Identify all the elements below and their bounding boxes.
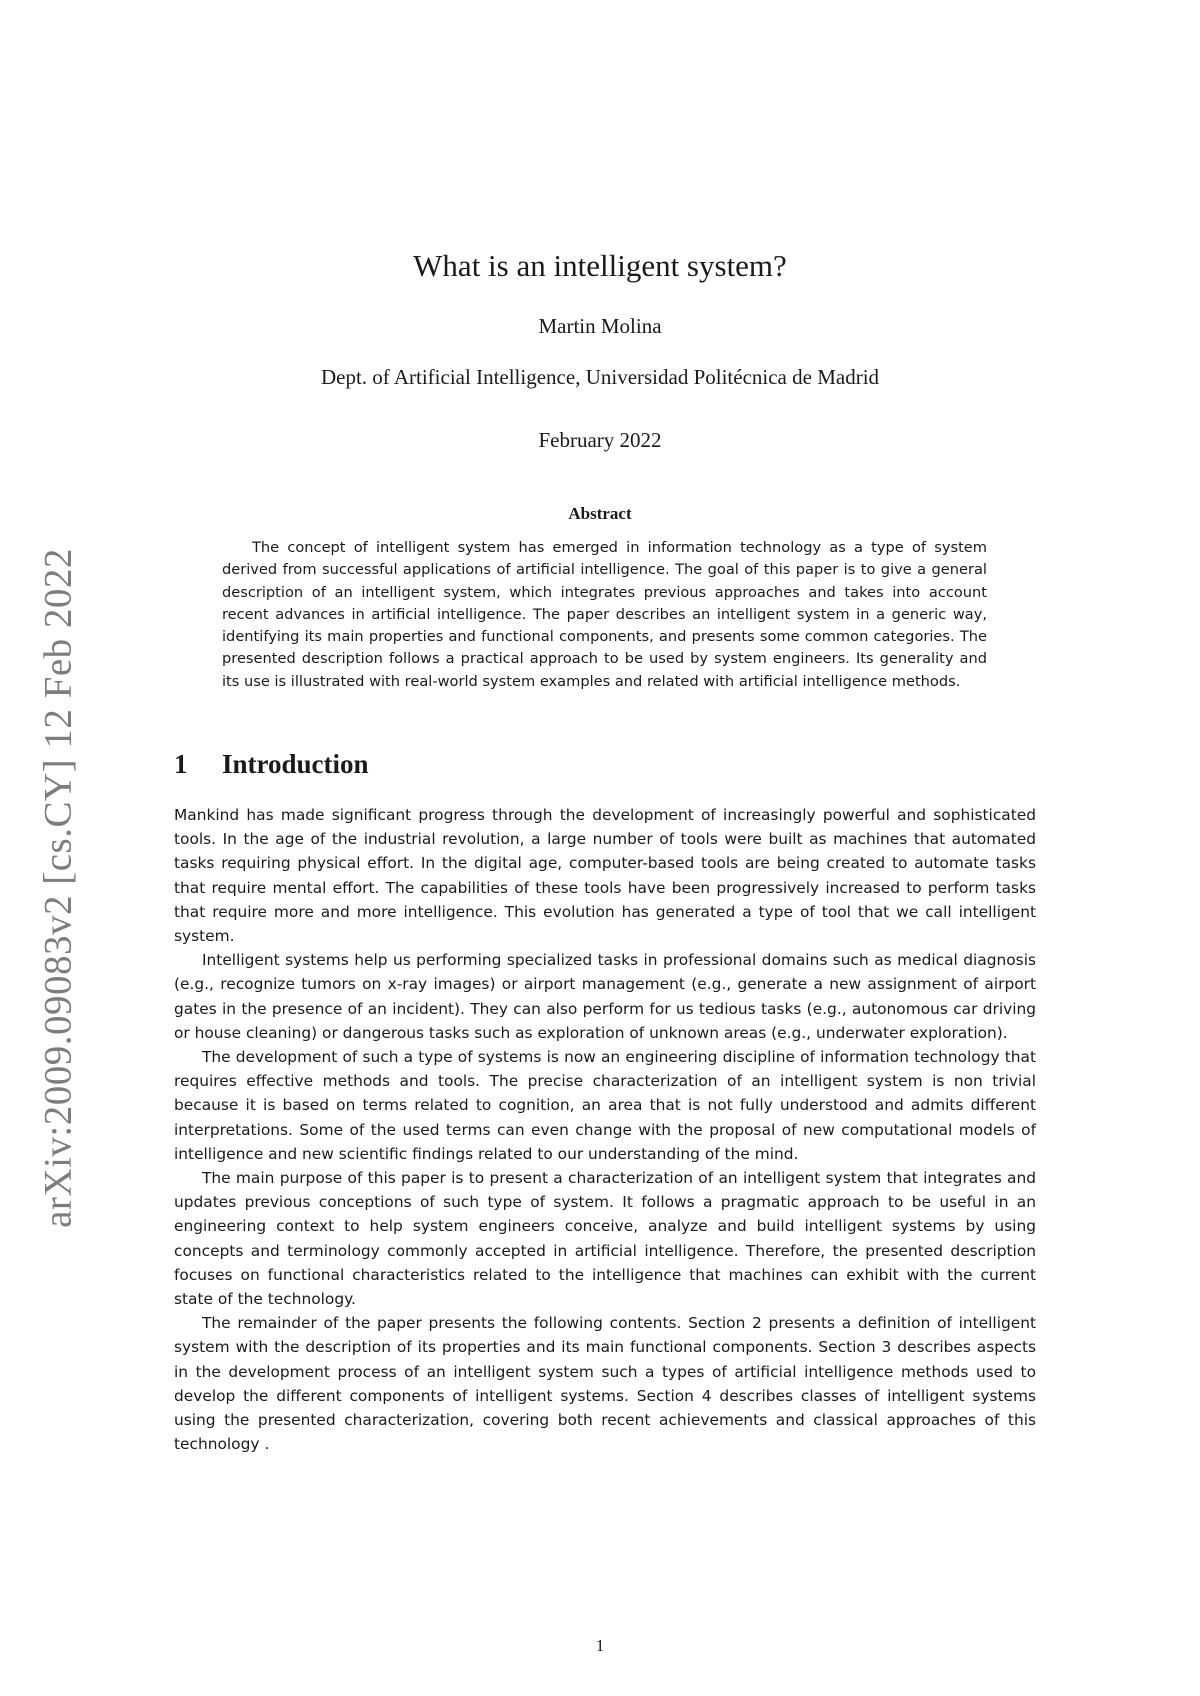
abstract-heading: Abstract xyxy=(568,504,632,523)
body-paragraph: Intelligent systems help us performing specialized tasks in professional domains such as medical diagnosis (e.g., recognize tumors on x-ray images) or airport management (e.g., generate a new assignment of airport gates in the presence of an incident). They can also perform for us tedious tasks (e.g., autonomous car driving or house cleaning) or dangerous tasks such as exploration of unknown areas (e.g., underwater exploration). xyxy=(174,951,1036,1042)
section-title: Introduction xyxy=(222,749,369,779)
page-number: 1 xyxy=(595,1636,605,1655)
author-affiliation: Dept. of Artificial Intelligence, Universidad Politécnica de Madrid xyxy=(320,365,880,389)
body-paragraph: Mankind has made significant progress through the development of increasingly powerful and sophisticated tools. In the age of the industrial revolution, a large number of tools were built as machines that automated tasks requiring physical effort. In the digital age, computer-based tools are being created to automate tasks that require mental effort. The capabilities of these tools have been progressively increased to perform tasks that require more and more intelligence. This evolution has generated a type of tool that we call intelligent system. xyxy=(174,806,1036,946)
author-name: Martin Molina xyxy=(538,314,662,338)
body-paragraph: The development of such a type of systems is now an engineering discipline of information technology that requires effective methods and tools. The precise characterization of an intelligent system is non trivial because it is based on terms related to cognition, an area that is not fully understood and admits different interpretations. Some of the used terms can even change with the proposal of new computational models of intelligence and new scientific findings related to our understanding of the mind. xyxy=(174,1048,1036,1163)
introduction-body xyxy=(174,803,1036,1456)
body-paragraph: The remainder of the paper presents the following contents. Section 2 presents a definition of intelligent system with the description of its properties and its main functional components. Section 3 describes aspects in the development process of an intelligent system such a types of artificial intelligence methods used to develop the different components of intelligent systems. Section 4 describes classes of intelligent systems using the presented characterization, covering both recent achievements and classical approaches of this technology . xyxy=(174,1314,1036,1454)
body-paragraph: The main purpose of this paper is to present a characterization of an intelligent system that integrates and updates previous conceptions of such type of system. It follows a pragmatic approach to be useful in an engineering context to help system engineers conceive, analyze and build intelligent systems by using concepts and terminology commonly accepted in artificial intelligence. Therefore, the presented description focuses on functional characteristics related to the intelligence that machines can exhibit with the current state of the technology. xyxy=(174,1169,1036,1309)
arxiv-identifier-stamp: arXiv:2009.09083v2 [cs.CY] 12 Feb 2022 xyxy=(36,548,80,1228)
section-heading-introduction xyxy=(174,748,369,780)
section-number: 1 xyxy=(174,749,188,779)
abstract-text: The concept of intelligent system has emerged in information technology as a type of system derived from successful applications of artificial intelligence. The goal of this paper is to give a general description of an intelligent system, which integrates previous approaches and takes into account recent advances in artificial intelligence. The paper describes an intelligent system in a generic way, identifying its main properties and functional components, and presents some common categories. The presented description follows a practical approach to be used by system engineers. Its generality and its use is illustrated with real-world system examples and related with artificial intelligence methods. xyxy=(222,539,987,690)
paper-title: What is an intelligent system? xyxy=(413,248,787,283)
publication-date: February 2022 xyxy=(538,428,662,452)
